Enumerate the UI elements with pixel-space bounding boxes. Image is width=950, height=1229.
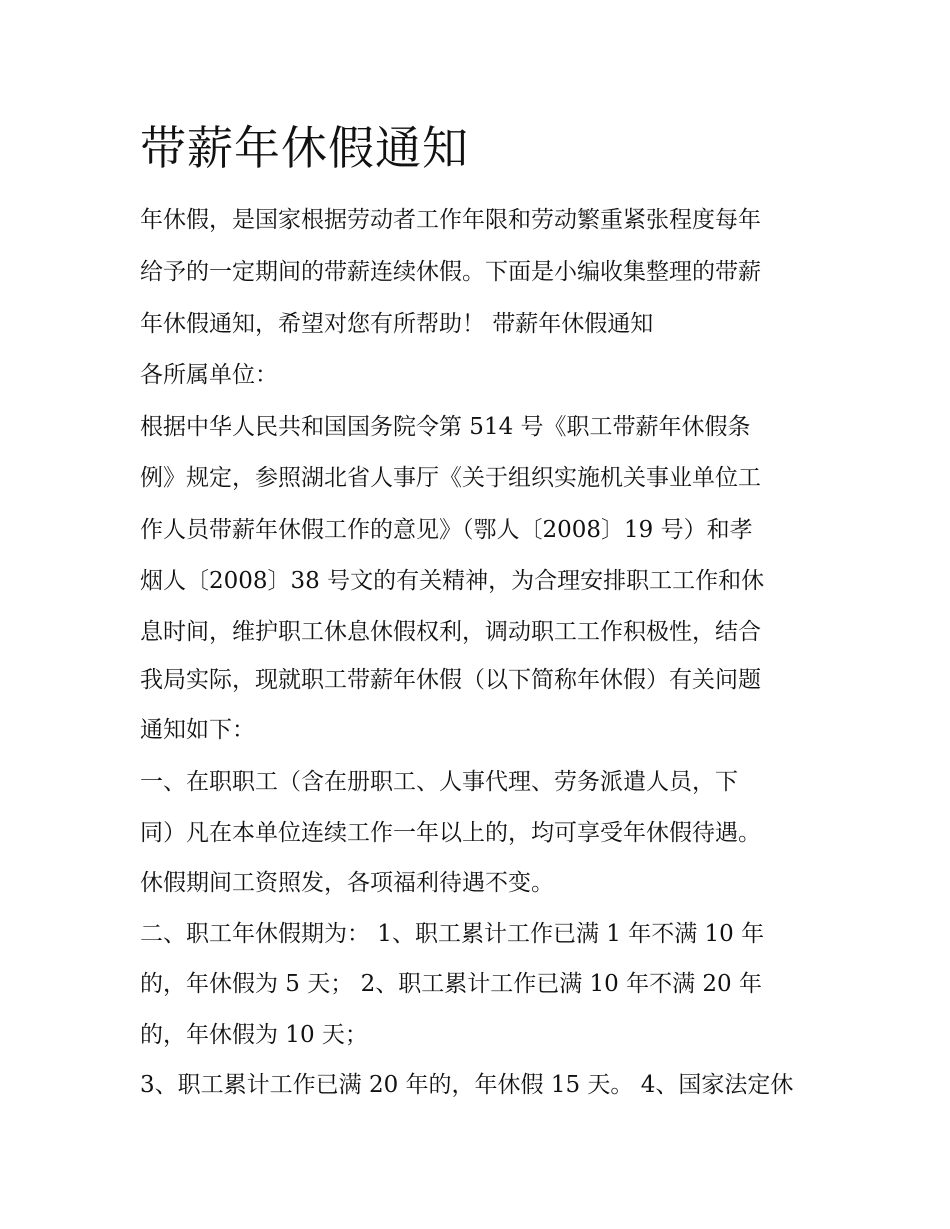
body-line: 的，年休假为 5 天； 2、职工累计工作已满 10 年不满 20 年 <box>140 971 762 997</box>
body-line: 通知如下： <box>140 717 255 743</box>
body-line: 年休假通知，希望对您有所帮助！ 带薪年休假通知 <box>140 311 654 337</box>
body-line: 的，年休假为 10 天； <box>140 1022 368 1048</box>
body-line: 例》规定，参照湖北省人事厅《关于组织实施机关事业单位工 <box>140 465 761 491</box>
body-line: 给予的一定期间的带薪连续休假。下面是小编收集整理的带薪 <box>140 259 761 285</box>
body-line: 息时间，维护职工休息休假权利，调动职工工作积极性，结合 <box>140 619 761 645</box>
body-line: 休假期间工资照发，各项福利待遇不变。 <box>140 870 554 896</box>
body-line: 同）凡在本单位连续工作一年以上的，均可享受年休假待遇。 <box>140 820 761 846</box>
body-line: 二、职工年休假期为： 1、职工累计工作已满 1 年不满 10 年 <box>140 921 765 947</box>
body-line: 我局实际，现就职工带薪年休假（以下简称年休假）有关问题 <box>140 667 761 693</box>
body-line: 3、职工累计工作已满 20 年的，年休假 15 天。 4、国家法定休 <box>140 1072 794 1098</box>
body-line: 年休假，是国家根据劳动者工作年限和劳动繁重紧张程度每年 <box>140 207 761 233</box>
body-line: 根据中华人民共和国国务院令第 514 号《职工带薪年休假条 <box>140 414 751 440</box>
body-line: 作人员带薪年休假工作的意见》（鄂人〔2008〕19 号）和孝 <box>140 517 753 543</box>
document-title: 带薪年休假通知 <box>140 121 469 175</box>
body-line: 各所属单位： <box>140 362 278 388</box>
body-line: 一、在职职工（含在册职工、人事代理、劳务派遣人员，下 <box>140 769 738 795</box>
body-line: 烟人〔2008〕38 号文的有关精神，为合理安排职工工作和休 <box>140 568 765 594</box>
